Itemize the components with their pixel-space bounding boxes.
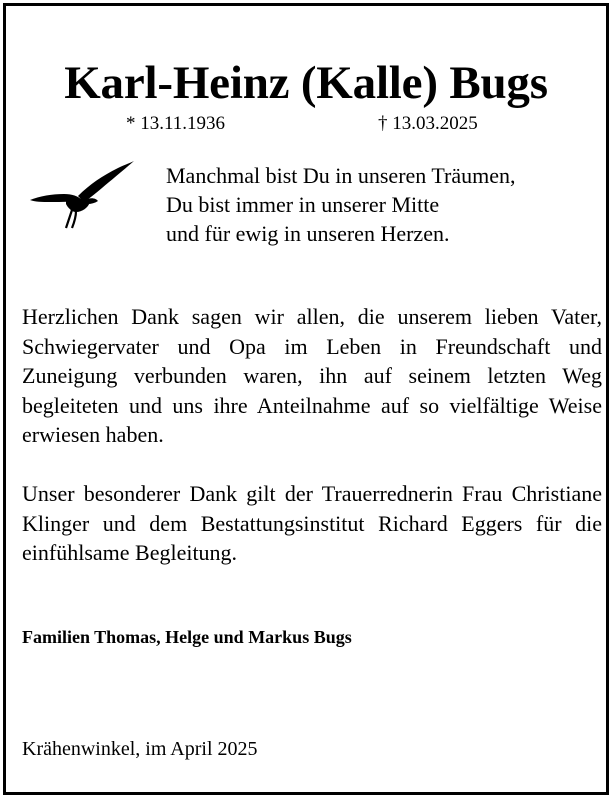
poem	[166, 161, 516, 248]
special-thanks-paragraph: Unser besonderer Dank gilt der Trauerrednerin Frau Christiane Klinger und dem Bestattungsinstitut Richard Eggers für die einfühlsame Begleitung.	[22, 481, 602, 565]
thanks-paragraph: Herzlichen Dank sagen wir allen, die unserem lieben Vater, Schwiegervater und Opa im Leben in Freundschaft und Zuneigung verbunden waren, ihn auf seinem letzten Weg begleiteten und uns ihre Anteilnahme auf so vielfältige Weise erwiesen haben.	[22, 304, 602, 447]
poem-line: Du bist immer in unserer Mitte	[166, 192, 440, 217]
obituary-notice	[3, 3, 609, 795]
family-signature: Familien Thomas, Helge und Markus Bugs	[22, 627, 352, 647]
seagull-icon	[26, 154, 138, 230]
death-date: † 13.03.2025	[378, 113, 478, 134]
poem-line: Manchmal bist Du in unseren Träumen,	[166, 163, 516, 188]
deceased-name: Karl-Heinz (Kalle) Bugs	[64, 57, 548, 109]
poem-line: und für ewig in unseren Herzen.	[166, 221, 450, 246]
birth-date: * 13.11.1936	[126, 113, 226, 134]
place-date: Krähenwinkel, im April 2025	[22, 738, 258, 760]
